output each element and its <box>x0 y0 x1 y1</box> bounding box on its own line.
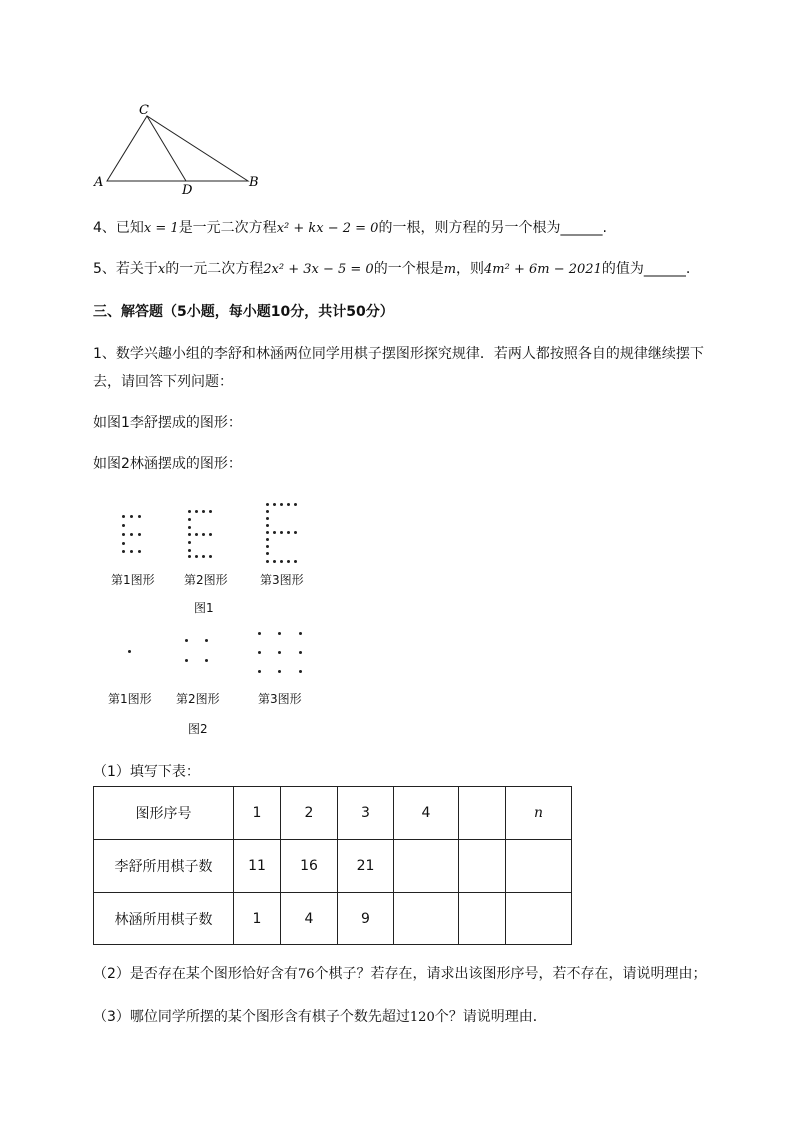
figure2-shape-3 <box>258 632 304 674</box>
figure1-title: 图1 <box>194 601 214 615</box>
table-cell <box>459 840 506 893</box>
q4-suffix: 的一根，则方程的另一个根为______. <box>378 220 607 236</box>
table-cell: 1 <box>234 893 281 945</box>
problem-1-line1: 1、数学兴趣小组的李舒和林涵两位同学用棋子摆图形探究规律．若两人都按照各自的规律继续摆下 <box>93 346 704 362</box>
table-cell <box>506 893 572 945</box>
table-cell: 4 <box>394 787 459 840</box>
figure2-title: 图2 <box>188 722 208 736</box>
part-3-suffix: 个？请说明理由． <box>434 1009 547 1025</box>
table-cell: 4 <box>281 893 338 945</box>
table-row <box>94 787 572 840</box>
table-cell: 3 <box>338 787 394 840</box>
figure1-caption-1: 第1图形 <box>111 573 155 587</box>
q5-mid3: ，则 <box>456 261 485 277</box>
table-cell <box>459 787 506 840</box>
table-cell: 11 <box>234 840 281 893</box>
figure2-caption-1: 第1图形 <box>108 692 152 706</box>
label-d: D <box>182 183 193 198</box>
figure2-caption-2: 第2图形 <box>176 692 220 706</box>
q5-root: m <box>443 262 457 277</box>
figure1-shape-1 <box>122 515 148 555</box>
part-1-label: （1）填写下表： <box>93 764 200 780</box>
q5-eq: 2x² + 3x − 5 = 0 <box>263 262 374 277</box>
table-cell <box>394 840 459 893</box>
q5-prefix: 5、若关于 <box>93 261 158 277</box>
figure1-caption-3: 第3图形 <box>260 573 304 587</box>
figure2-shape-2 <box>185 639 209 663</box>
table-cell: 21 <box>338 840 394 893</box>
table-row <box>94 893 572 945</box>
table-header-cell: 李舒所用棋子数 <box>94 840 234 893</box>
triangle-figure <box>90 100 270 200</box>
problem-1-line2: 去，请回答下列问题： <box>93 374 233 390</box>
figure1-shape-3 <box>266 503 302 565</box>
answer-table <box>93 786 572 945</box>
table-cell: 2 <box>281 787 338 840</box>
table-cell <box>394 893 459 945</box>
section-3-title: 三、解答题（5小题，每小题10分，共计50分） <box>93 304 394 320</box>
label-c: C <box>139 103 149 118</box>
part-3 <box>93 1007 547 1028</box>
table-row <box>94 840 572 893</box>
part-2 <box>93 964 706 985</box>
q5-expr: 4m² + 6m − 2021 <box>484 262 602 277</box>
table-header-cell: 林涵所用棋子数 <box>94 893 234 945</box>
figure2-caption-3: 第3图形 <box>258 692 302 706</box>
part-3-prefix: （3）哪位同学所摆的某个图形含有棋子个数先超过 <box>93 1009 410 1025</box>
q4-mid: 是一元二次方程 <box>178 220 277 236</box>
table-cell: 9 <box>338 893 394 945</box>
table-cell <box>459 893 506 945</box>
table-cell: 16 <box>281 840 338 893</box>
table-cell <box>506 840 572 893</box>
figure1-intro: 如图1李舒摆成的图形： <box>93 415 242 431</box>
label-a: A <box>94 175 104 190</box>
figure1-shape-2 <box>188 510 218 558</box>
q5-suffix: 的值为______. <box>601 261 691 277</box>
part-2-number: 76 <box>297 967 315 982</box>
figure1-caption-2: 第2图形 <box>184 573 228 587</box>
part-3-number: 120 <box>409 1010 435 1025</box>
table-cell: 1 <box>234 787 281 840</box>
label-b: B <box>249 175 259 190</box>
segment-cd <box>147 116 186 181</box>
part-2-prefix: （2）是否存在某个图形恰好含有 <box>93 966 298 982</box>
q5-mid2: 的一个根是 <box>373 261 444 277</box>
triangle-abc <box>107 116 248 181</box>
part-2-suffix: 个棋子？若存在，请求出该图形序号，若不存在，请说明理由； <box>314 966 707 982</box>
q4-prefix: 4、已知 <box>93 220 144 236</box>
figure2-shape-1 <box>128 650 132 654</box>
q5-var: x <box>157 262 166 277</box>
q4-eq2: x² + kx − 2 = 0 <box>276 221 379 236</box>
q4-eq1: x = 1 <box>143 221 179 236</box>
figure2-intro: 如图2林涵摆成的图形： <box>93 456 242 472</box>
question-5 <box>93 259 690 280</box>
question-4 <box>93 218 607 239</box>
table-header-cell: 图形序号 <box>94 787 234 840</box>
table-cell: n <box>506 787 572 840</box>
q5-mid1: 的一元二次方程 <box>165 261 264 277</box>
